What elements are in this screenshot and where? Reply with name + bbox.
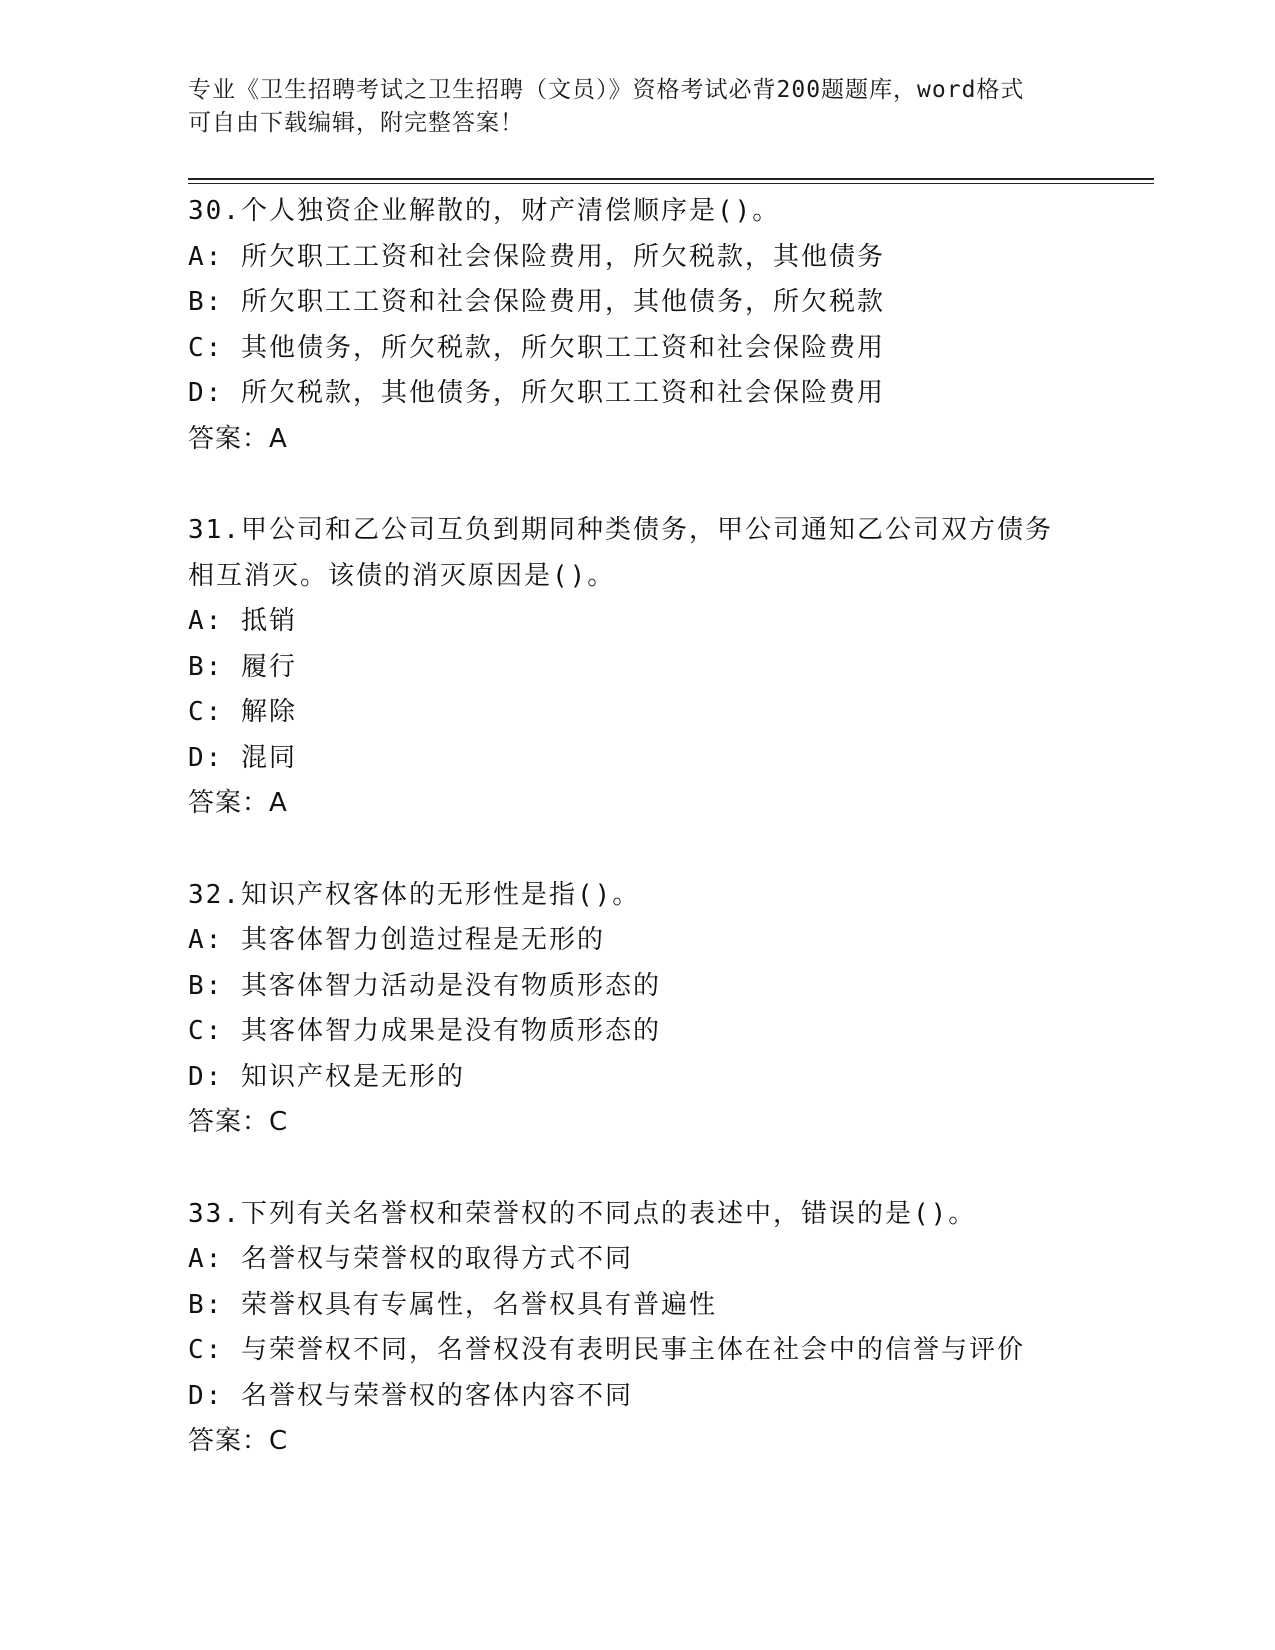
- option-b: B: 履行: [188, 651, 297, 682]
- answer-line: 答案：A: [188, 788, 288, 818]
- option-d: D: 名誉权与荣誉权的客体内容不同: [188, 1380, 633, 1411]
- option-c: C: 解除: [188, 697, 297, 727]
- option-d: D: 所欠税款，其他债务，所欠职工工资和社会保险费用: [188, 378, 885, 408]
- option-d: D: 混同: [188, 742, 297, 773]
- header-line-1: 专业《卫生招聘考试之卫生招聘（文员）》资格考试必背200题题库，word格式: [188, 77, 1025, 103]
- question-33: [188, 1192, 1108, 1465]
- question-stem: 31.甲公司和乙公司互负到期同种类债务，甲公司通知乙公司双方债务: [188, 515, 1053, 545]
- option-c: C: 与荣誉权不同，名誉权没有表明民事主体在社会中的信誉与评价: [188, 1335, 1025, 1365]
- option-a: A: 抵销: [188, 606, 297, 636]
- option-b: B: 其客体智力活动是没有物质形态的: [188, 970, 661, 1001]
- option-a: A: 其客体智力创造过程是无形的: [188, 925, 605, 955]
- answer-line: 答案：C: [188, 1426, 289, 1456]
- document-header: [188, 74, 1088, 140]
- question-32: [188, 873, 1108, 1146]
- answer-line: 答案：C: [188, 1107, 289, 1137]
- question-list: [188, 189, 1108, 1511]
- option-c: C: 其他债务，所欠税款，所欠职工工资和社会保险费用: [188, 332, 885, 363]
- answer-line: 答案：A: [188, 423, 288, 454]
- header-line-2: 可自由下载编辑，附完整答案！: [188, 110, 524, 136]
- option-a: A: 所欠职工工资和社会保险费用，所欠税款，其他债务: [188, 241, 885, 272]
- option-c: C: 其客体智力成果是没有物质形态的: [188, 1016, 661, 1046]
- header-divider-thick: [188, 178, 1154, 180]
- option-d: D: 知识产权是无形的: [188, 1061, 465, 1092]
- question-31: [188, 508, 1108, 827]
- option-b: B: 所欠职工工资和社会保险费用，其他债务，所欠税款: [188, 287, 885, 317]
- question-stem: 32.知识产权客体的无形性是指()。: [188, 879, 641, 910]
- option-a: A: 名誉权与荣誉权的取得方式不同: [188, 1244, 633, 1274]
- question-stem: 33.下列有关名誉权和荣誉权的不同点的表述中，错误的是()。: [188, 1198, 977, 1229]
- option-b: B: 荣誉权具有专属性，名誉权具有普遍性: [188, 1289, 717, 1320]
- question-stem-continued: 相互消灭。该债的消灭原因是()。: [188, 560, 616, 591]
- header-divider-thin: [188, 183, 1154, 184]
- question-stem: 30.个人独资企业解散的，财产清偿顺序是()。: [188, 196, 781, 226]
- question-30: [188, 189, 1108, 462]
